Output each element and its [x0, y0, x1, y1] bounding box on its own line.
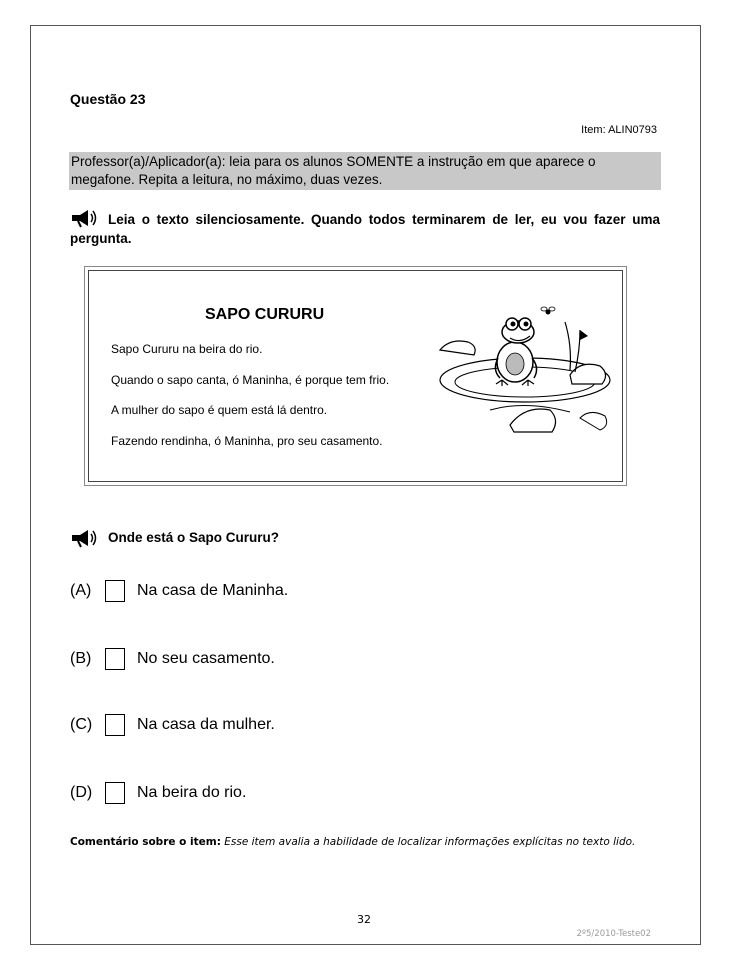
item-comment: [70, 836, 635, 848]
option-c[interactable]: [70, 714, 275, 736]
option-letter: (B): [70, 650, 92, 667]
option-a[interactable]: [70, 580, 288, 602]
option-b[interactable]: [70, 648, 275, 670]
teacher-instruction: Professor(a)/Aplicador(a): leia para os alunos SOMENTE a instrução em que aparece o megafone. Repita a leitura, no máximo, duas vezes.: [69, 152, 661, 190]
page-number: 32: [357, 913, 371, 926]
poem-title: SAPO CURURU: [205, 306, 325, 323]
option-d[interactable]: [70, 782, 246, 804]
option-letter: (C): [70, 716, 93, 733]
frog-in-pond-illustration: [430, 300, 620, 440]
option-checkbox[interactable]: [105, 782, 125, 804]
option-letter: (D): [70, 784, 93, 801]
question-title: Questão 23: [70, 91, 146, 107]
comment-label: Comentário sobre o item:: [70, 836, 221, 848]
comment-text: Esse item avalia a habilidade de localizar informações explícitas no texto lido.: [224, 836, 636, 848]
poem-line: Fazendo rendinha, ó Maninha, pro seu casamento.: [111, 434, 383, 448]
option-text: Na casa de Maninha.: [137, 582, 289, 599]
read-instruction-text: Leia o texto silenciosamente. Quando todos terminarem de ler, eu vou fazer uma pergunta.: [70, 212, 660, 246]
option-checkbox[interactable]: [105, 648, 125, 670]
question-prompt: Onde está o Sapo Cururu?: [108, 530, 280, 545]
poem-line: Quando o sapo canta, ó Maninha, é porque tem frio.: [111, 373, 390, 387]
option-checkbox[interactable]: [105, 714, 125, 736]
option-text: No seu casamento.: [137, 650, 275, 667]
option-letter: (A): [70, 582, 92, 599]
read-instruction: [70, 210, 660, 248]
poem-line: A mulher do sapo é quem está lá dentro.: [111, 403, 328, 417]
footer-code: 2º5/2010-Teste02: [576, 929, 651, 939]
option-checkbox[interactable]: [105, 580, 125, 602]
megaphone-icon: [70, 528, 100, 548]
poem-line: Sapo Cururu na beira do rio.: [111, 342, 263, 356]
option-text: Na casa da mulher.: [137, 716, 275, 733]
item-id: Item: ALIN0793: [581, 124, 657, 136]
option-text: Na beira do rio.: [137, 784, 247, 801]
